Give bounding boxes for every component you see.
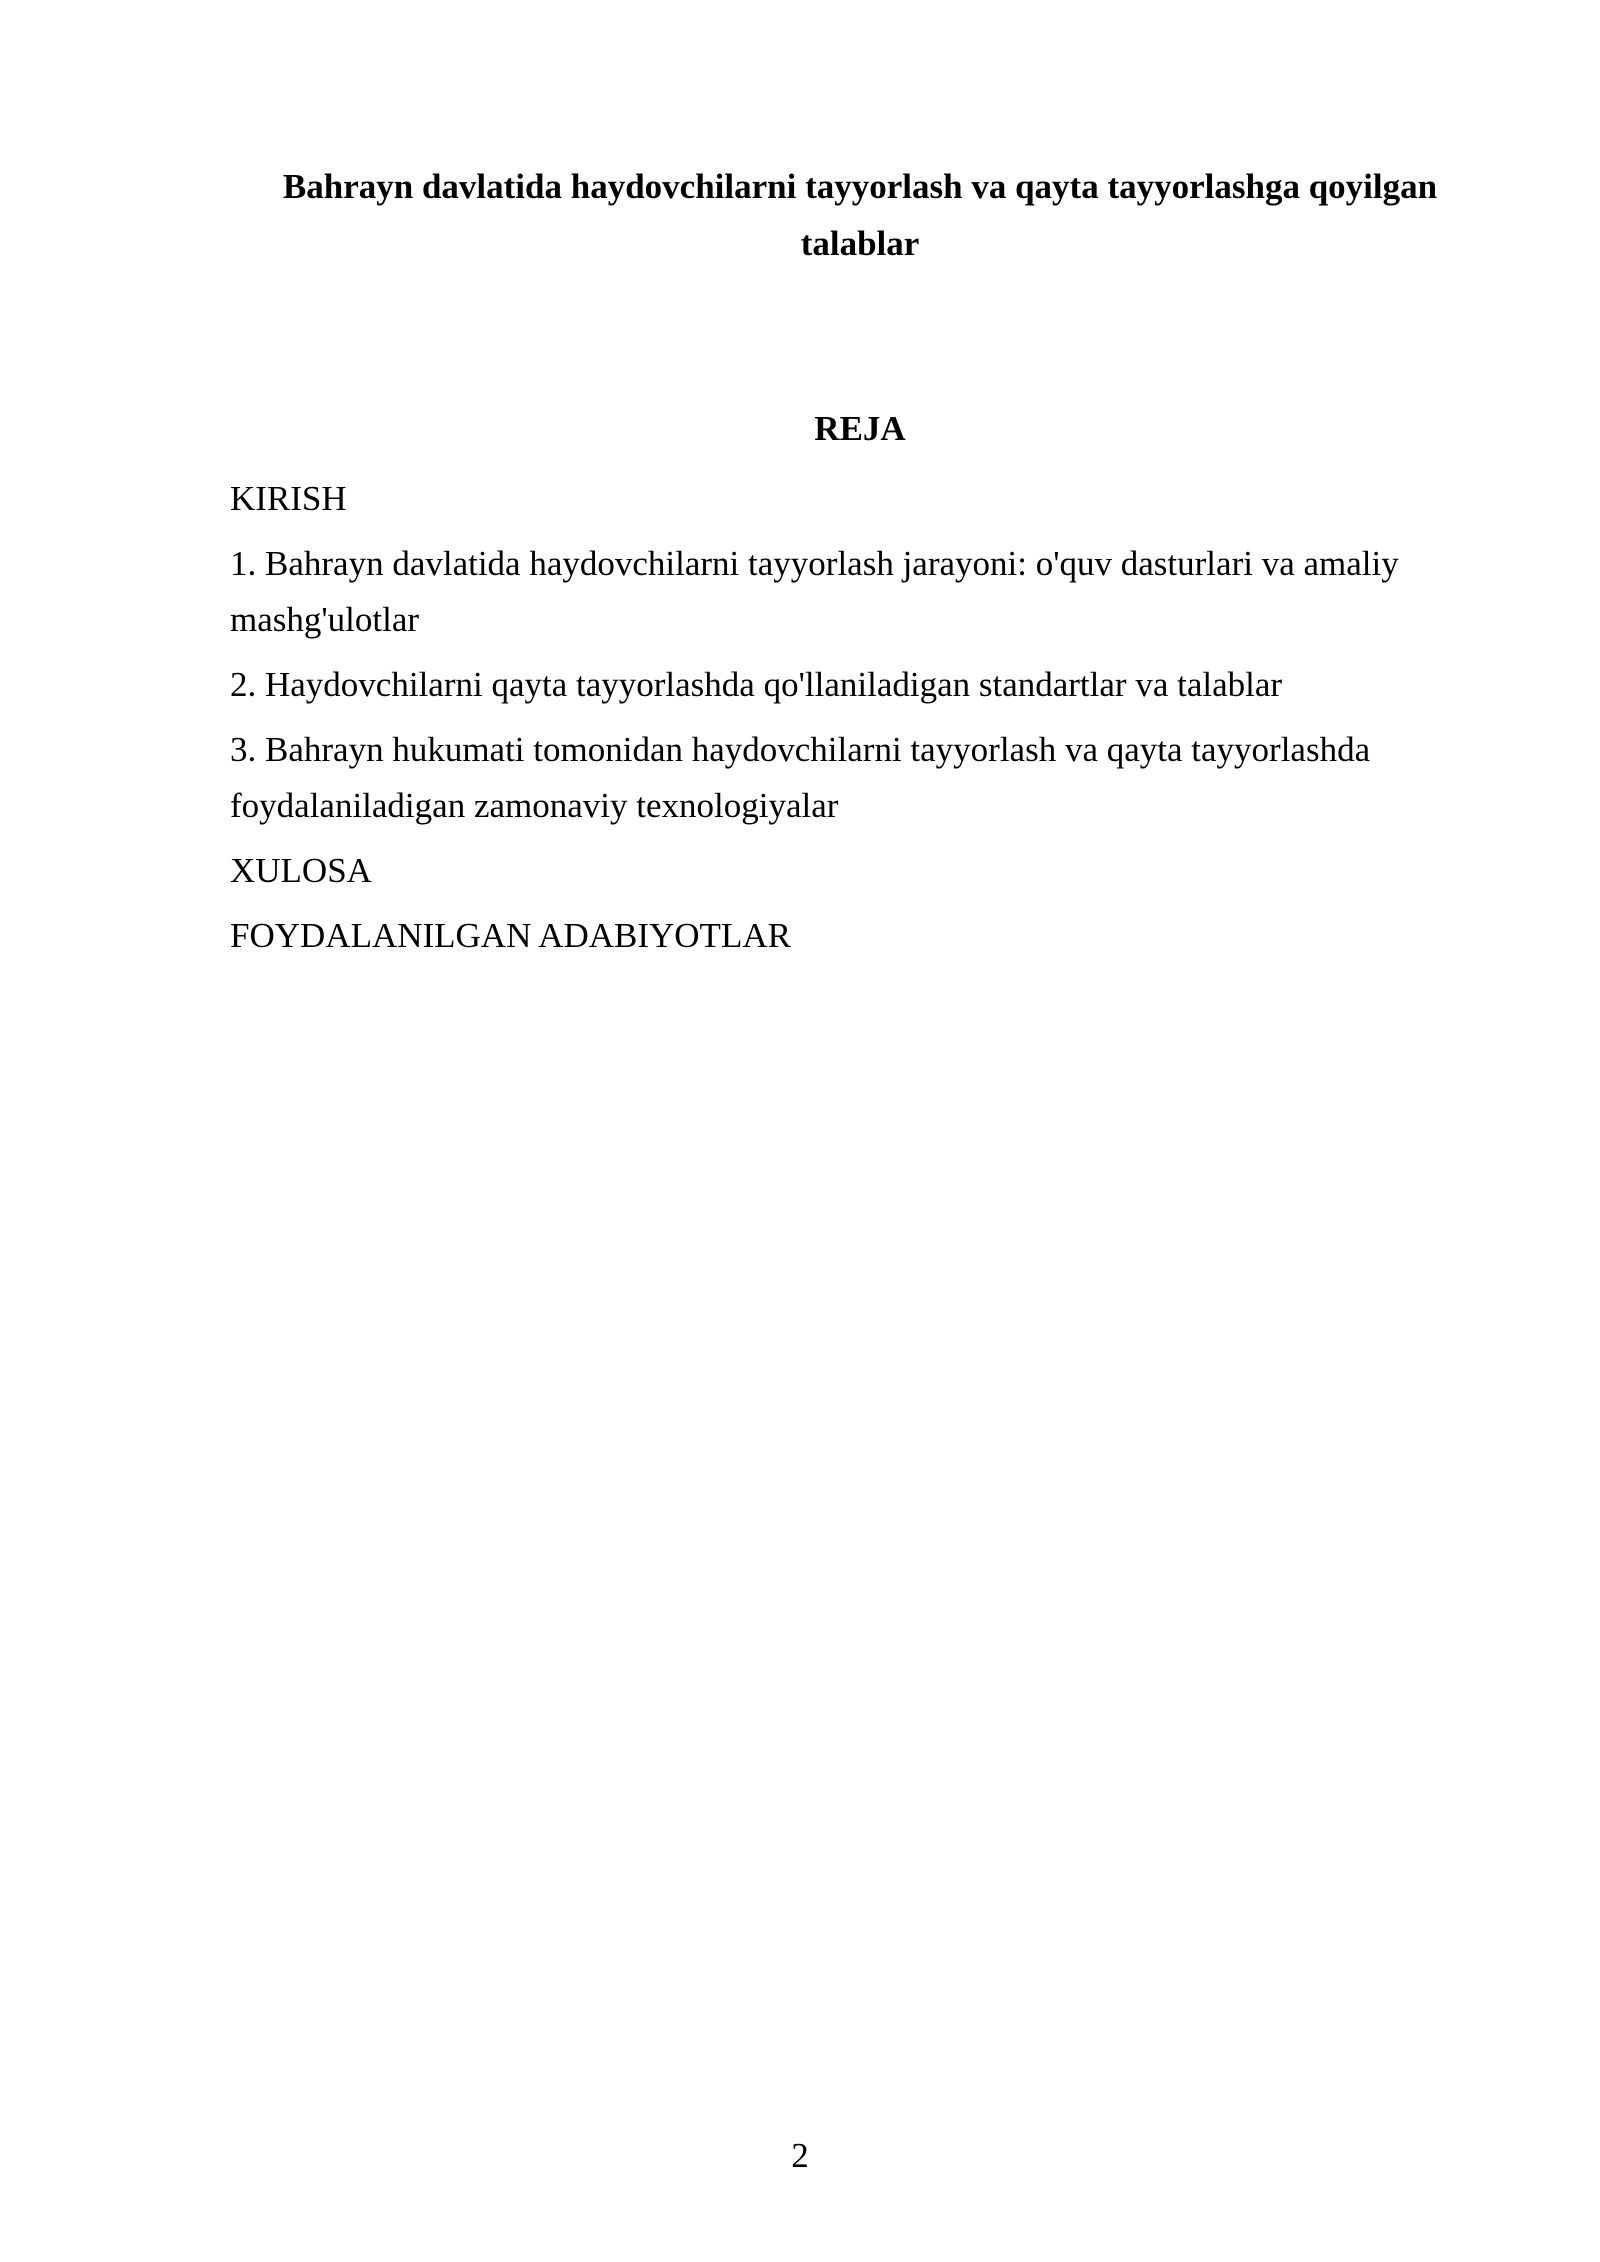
plan-item-introduction: KIRISH — [230, 479, 347, 518]
document-title: Bahrayn davlatida haydovchilarni tayyorlash va qayta tayyorlashga qoyilgan talablar — [282, 167, 1438, 263]
page-number: 2 — [791, 2136, 809, 2175]
plan-item-section-1: 1. Bahrayn davlatida haydovchilarni tayyorlash jarayoni: o'quv dasturlari va amaliy mashg'ulotlar — [230, 544, 1399, 639]
plan-item-conclusion: XULOSA — [230, 851, 372, 890]
plan-list — [230, 471, 1510, 973]
plan-heading: REJA — [814, 409, 906, 448]
plan-item-section-3: 3. Bahrayn hukumati tomonidan haydovchilarni tayyorlash va qayta tayyorlashda foydalaniladigan zamonaviy texnologiyalar — [230, 730, 1371, 825]
plan-item-section-2: 2. Haydovchilarni qayta tayyorlashda qo'llaniladigan standartlar va talablar — [230, 665, 1283, 704]
plan-item-references: FOYDALANILGAN ADABIYOTLAR — [230, 916, 791, 955]
